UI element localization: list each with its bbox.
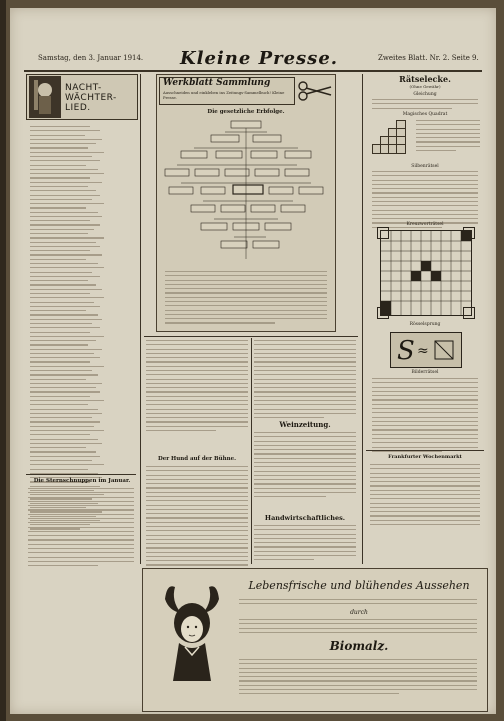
puzzle-section-crossword: Kreuzworträtsel <box>406 222 444 227</box>
picture-puzzle <box>390 332 462 368</box>
ad-connector: durch <box>350 609 368 616</box>
market-title: Frankfurter Wochenmarkt <box>388 454 462 460</box>
svg-text:S: S <box>397 336 415 366</box>
puzzle-section-picture: Bilderrätsel <box>411 370 439 375</box>
crossword-lines <box>381 231 471 315</box>
biomalz-advertisement <box>142 568 488 712</box>
puzzle-section-knight: Rösselsprung <box>409 322 441 327</box>
puzzle-answers <box>372 378 478 455</box>
article-title-sternschnuppen: Die Sternschnuppen im Januar. <box>33 478 131 484</box>
collection-subtitle: Ausschneiden und einkleben ins Zeitungs-Sammelbuch! Kleine Presse. <box>163 90 285 100</box>
masthead-title: Kleine Presse. <box>180 48 339 69</box>
crossword-grid <box>380 230 472 316</box>
equation-text <box>372 99 478 112</box>
puzzle-section-magic-square: Magisches Quadrat <box>402 112 448 117</box>
masthead-date: Samstag, den 3. Januar 1914. <box>38 54 144 62</box>
inheritance-notes <box>165 271 327 327</box>
middle-section-rule <box>144 336 358 337</box>
middle-right-text-top <box>254 340 356 421</box>
market-rule <box>366 450 484 451</box>
middle-left-text-top <box>146 340 248 434</box>
trade-text <box>254 525 356 564</box>
ad-headline: Lebensfrische und blühendes Aussehen <box>248 579 470 592</box>
story-title-hund: Der Hund auf der Bühne. <box>157 456 237 462</box>
poem-text <box>30 126 110 533</box>
ad-intro-text <box>239 599 477 608</box>
wine-text <box>254 432 356 501</box>
poem-title: NACHT-WÄCHTER-LIED. <box>65 83 117 113</box>
svg-text:≈: ≈ <box>417 343 429 359</box>
middle-subcolumn-divider <box>251 338 252 564</box>
column-divider-left <box>140 74 141 564</box>
puzzle-subtitle: (Ohne Gewähr) <box>409 84 441 89</box>
middle-column <box>144 74 358 564</box>
ad-middle-text <box>239 619 477 636</box>
magic-square-clues <box>416 120 480 154</box>
section-title-wine: Weinzeitung. <box>279 420 331 429</box>
masthead <box>24 48 484 68</box>
ad-product-name: Biomalz. <box>329 639 389 653</box>
inheritance-diagram <box>161 119 331 269</box>
right-column <box>366 74 484 564</box>
poem-header-box <box>26 74 138 120</box>
woman-portrait-illustration <box>157 581 227 691</box>
puzzle-section-syllables: Silbenrätsel <box>411 164 439 169</box>
left-section-rule <box>26 474 136 475</box>
puzzle-title: Rätselecke. <box>399 74 451 84</box>
section-title-trade: Handwirtschaftliches. <box>264 514 346 522</box>
puzzle-section-equation: Gleichung <box>413 92 437 97</box>
article-text-sternschnuppen <box>28 488 134 569</box>
ad-body-text <box>239 659 477 698</box>
collection-box-header <box>159 77 295 105</box>
collection-title: Werkblatt Sammlung <box>163 78 271 88</box>
inheritance-chart-title: Die gesetzliche Erbfolge. <box>207 109 285 115</box>
scissors-icon <box>297 81 333 101</box>
masthead-rule <box>24 70 482 72</box>
column-divider-right <box>362 74 363 564</box>
story-text-hund <box>146 466 248 577</box>
night-watchman-illustration <box>29 76 61 118</box>
picture-puzzle-icon <box>391 333 461 367</box>
newspaper-page <box>10 8 496 714</box>
book-binding <box>0 0 6 721</box>
left-column <box>26 74 136 564</box>
collection-box <box>156 74 336 332</box>
magic-square-grid <box>372 120 412 160</box>
masthead-issue: Zweites Blatt. Nr. 2. Seite 9. <box>378 54 479 62</box>
